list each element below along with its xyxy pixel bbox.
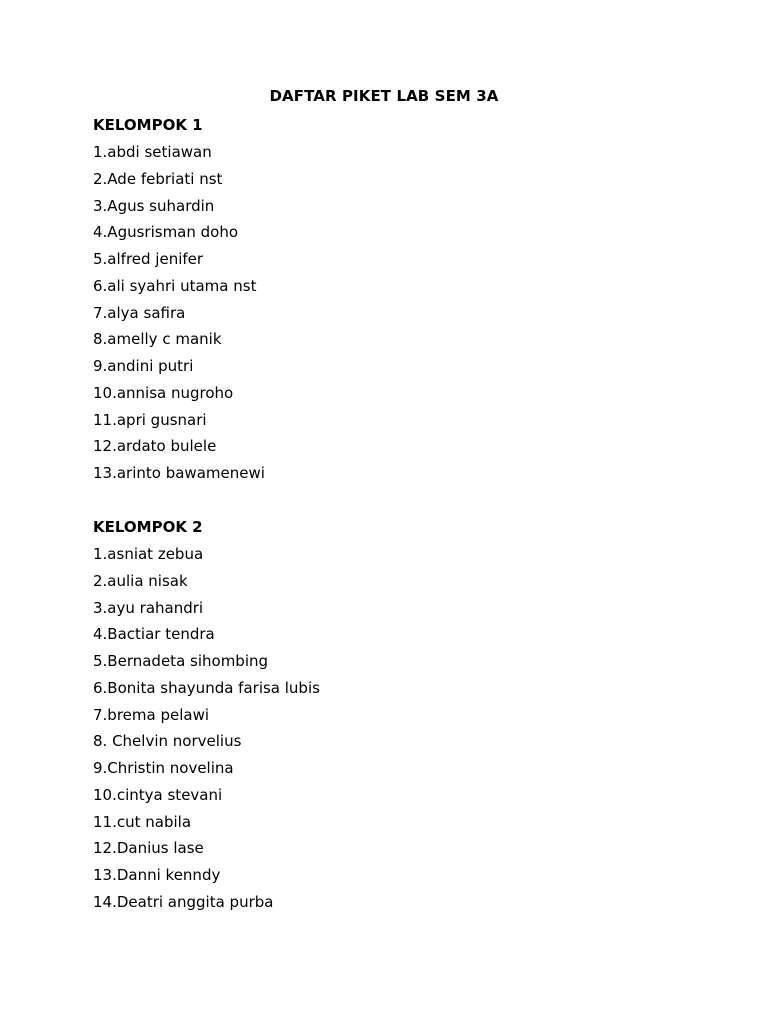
list-item: 7.brema pelawi [93, 705, 210, 724]
list-item: 14.Deatri anggita purba [93, 892, 274, 911]
list-item: 9.Christin novelina [93, 759, 234, 777]
list-item: 12.ardato bulele [93, 437, 217, 456]
list-item: 2.aulia nisak [93, 571, 188, 590]
list-item: 5.alfred jenifer [93, 250, 204, 268]
list-item: 11.apri gusnari [93, 410, 207, 429]
list-item: 4.Agusrisman doho [93, 223, 239, 242]
list-item: 11.cut nabila [93, 812, 192, 831]
list-item: 8. Chelvin norvelius [93, 732, 242, 751]
list-item: 8.amelly c manik [93, 330, 222, 349]
list-item: 3.ayu rahandri [93, 598, 204, 617]
list-item: 6.Bonita shayunda farisa lubis [93, 678, 320, 697]
list-item: 10.cintya stevani [93, 785, 223, 804]
list-item: 3.Agus suhardin [93, 196, 215, 215]
member-list [93, 544, 693, 919]
list-item: 13.arinto bawamenewi [93, 464, 265, 482]
list-item: 1.abdi setiawan [93, 143, 212, 161]
list-item: 7.alya safira [93, 303, 186, 322]
list-item: 13.Danni kenndy [93, 866, 221, 884]
group-kelompok-2 [93, 517, 693, 919]
list-item: 9.andini putri [93, 357, 194, 375]
document-title: DAFTAR PIKET LAB SEM 3A [269, 87, 499, 105]
group-heading: KELOMPOK 2 [93, 518, 203, 536]
list-item: 4.Bactiar tendra [93, 625, 215, 644]
list-item: 2.Ade febriati nst [93, 169, 223, 188]
list-item: 1.asniat zebua [93, 545, 204, 563]
list-item: 6.ali syahri utama nst [93, 276, 257, 295]
group-kelompok-1 [93, 115, 693, 490]
list-item: 10.annisa nugroho [93, 383, 234, 402]
member-list [93, 142, 693, 490]
list-item: 12.Danius lase [93, 839, 204, 858]
list-item: 5.Bernadeta sihombing [93, 652, 269, 670]
group-heading: KELOMPOK 1 [93, 116, 203, 134]
